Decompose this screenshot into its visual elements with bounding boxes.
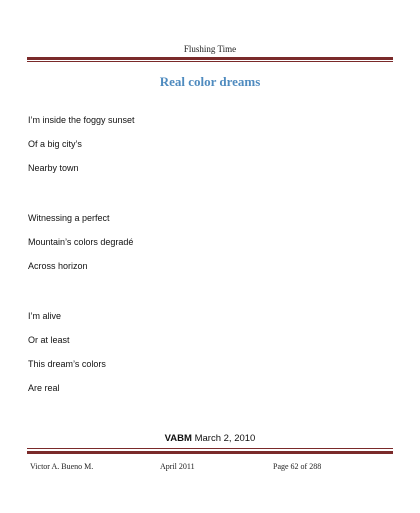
poem-line: I’m inside the foggy sunset (28, 115, 135, 125)
poem-line: Nearby town (28, 163, 79, 173)
poem-line: I’m alive (28, 311, 62, 321)
poem-line: Are real (28, 383, 60, 393)
signature (0, 433, 420, 444)
poem-title: Real color dreams (159, 74, 261, 89)
running-header: Flushing Time (183, 44, 237, 54)
signature-date: March 2, 2010 (194, 433, 256, 444)
footer-date: April 2011 (160, 462, 195, 471)
footer-page-number: Page 62 of 288 (273, 462, 322, 471)
header-rule-thick (27, 57, 393, 60)
poem-line: Across horizon (28, 261, 88, 271)
footer-rule-thick (27, 451, 393, 454)
header-rule-thin (27, 61, 393, 62)
footer-rule-thin (27, 448, 393, 449)
poem-line: Of a big city’s (28, 139, 82, 149)
poem-line: Witnessing a perfect (28, 213, 110, 223)
poem-line: Mountain’s colors degradé (28, 237, 134, 247)
footer-author: Victor A. Bueno M. (30, 462, 94, 471)
signature-author: VABM (164, 433, 192, 444)
poem-line: This dream’s colors (28, 359, 106, 369)
poem-line: Or at least (28, 335, 70, 345)
